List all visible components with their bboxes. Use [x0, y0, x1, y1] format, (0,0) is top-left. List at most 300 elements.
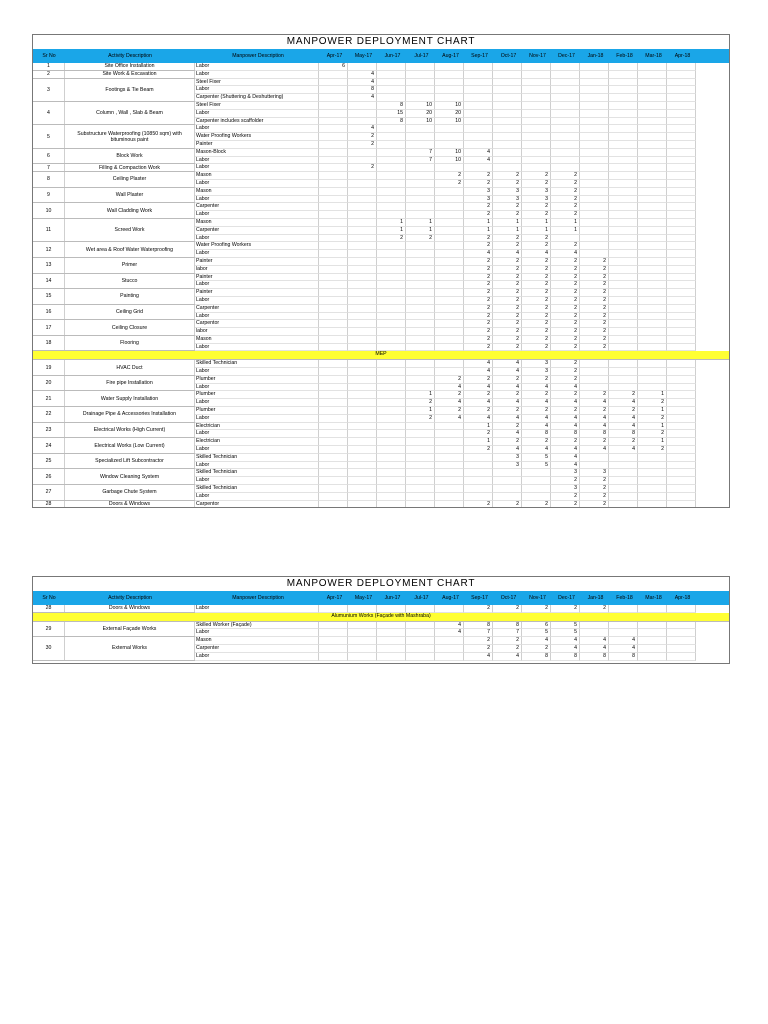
- month-value: 2: [464, 637, 493, 645]
- month-value: [667, 493, 696, 501]
- manpower-description: Labor: [195, 629, 319, 637]
- month-value: 2: [609, 391, 638, 399]
- month-value: [464, 485, 493, 493]
- month-value: [667, 438, 696, 446]
- month-value: [435, 242, 464, 250]
- month-value: [348, 289, 377, 297]
- sr-no: 18: [33, 336, 65, 351]
- month-value: [580, 94, 609, 102]
- manpower-description: Labor: [195, 653, 319, 661]
- month-value: [667, 423, 696, 431]
- month-value: [638, 125, 667, 133]
- month-value: [348, 438, 377, 446]
- month-value: 2: [551, 344, 580, 352]
- month-value: [667, 71, 696, 79]
- month-value: [580, 622, 609, 630]
- month-value: [609, 493, 638, 501]
- month-value: [406, 430, 435, 438]
- month-value: [522, 63, 551, 71]
- table-row: [195, 415, 729, 423]
- manpower-description: Labor: [195, 110, 319, 118]
- month-value: [522, 86, 551, 94]
- month-value: [667, 407, 696, 415]
- sr-no: 2: [33, 71, 65, 78]
- activity-group: [33, 376, 729, 392]
- month-value: [377, 125, 406, 133]
- month-value: 6: [319, 63, 348, 71]
- manpower-rows: [195, 336, 729, 352]
- month-value: 2: [493, 274, 522, 282]
- month-value: 2: [493, 172, 522, 180]
- month-value: 2: [609, 438, 638, 446]
- month-value: [406, 637, 435, 645]
- table-row: [195, 430, 729, 438]
- month-value: [435, 266, 464, 274]
- month-value: [406, 196, 435, 204]
- month-value: 8: [551, 653, 580, 661]
- header-month: Aug-17: [442, 53, 459, 59]
- month-value: [377, 384, 406, 392]
- month-value: [464, 141, 493, 149]
- month-value: 4: [435, 629, 464, 637]
- header-month: Sep-17: [471, 595, 488, 601]
- month-value: [493, 141, 522, 149]
- month-value: [493, 133, 522, 141]
- activity-group: [33, 164, 729, 172]
- month-value: [406, 289, 435, 297]
- month-value: [580, 203, 609, 211]
- month-value: [638, 102, 667, 110]
- month-value: [377, 266, 406, 274]
- month-value: 8: [522, 653, 551, 661]
- month-value: [406, 63, 435, 71]
- month-value: 4: [551, 384, 580, 392]
- activity-cell: [33, 149, 195, 165]
- month-value: 2: [464, 391, 493, 399]
- month-value: 2: [551, 188, 580, 196]
- table-row: [195, 258, 729, 266]
- month-value: 2: [493, 297, 522, 305]
- month-value: [609, 227, 638, 235]
- month-value: 4: [493, 250, 522, 258]
- table-row: [195, 281, 729, 289]
- month-value: [435, 637, 464, 645]
- activity-cell: [33, 391, 195, 407]
- month-value: [638, 86, 667, 94]
- header-month: Dec-17: [558, 595, 575, 601]
- month-value: [667, 344, 696, 352]
- sr-no: 20: [33, 376, 65, 391]
- month-value: 5: [522, 462, 551, 470]
- month-value: 20: [435, 110, 464, 118]
- activity-group: [33, 188, 729, 204]
- manpower-rows: [195, 149, 729, 165]
- month-value: [435, 430, 464, 438]
- month-value: 4: [348, 94, 377, 102]
- activity-description: Substructure Waterproofing (10850 sqm) with bituminous paint: [65, 125, 195, 147]
- table-row: [195, 477, 729, 485]
- month-value: [551, 79, 580, 87]
- manpower-description: Labor: [195, 313, 319, 321]
- sr-no: 14: [33, 274, 65, 289]
- month-value: 4: [493, 399, 522, 407]
- manpower-description: Carpenter: [195, 305, 319, 313]
- month-value: [580, 172, 609, 180]
- table-row: [195, 164, 729, 172]
- month-value: [319, 180, 348, 188]
- manpower-description: Labor: [195, 157, 319, 165]
- manpower-rows: [195, 485, 729, 501]
- month-value: 1: [464, 423, 493, 431]
- month-value: [609, 164, 638, 172]
- month-value: [609, 125, 638, 133]
- month-value: [464, 133, 493, 141]
- month-value: [580, 250, 609, 258]
- header-month: Apr-18: [674, 595, 691, 601]
- sr-no: 4: [33, 102, 65, 124]
- month-value: 8: [377, 118, 406, 126]
- month-value: [638, 313, 667, 321]
- month-value: [638, 376, 667, 384]
- month-value: 2: [493, 645, 522, 653]
- month-value: [319, 454, 348, 462]
- header-month: Jul-17: [414, 595, 429, 601]
- sr-no: 7: [33, 164, 65, 171]
- month-value: [609, 368, 638, 376]
- month-value: [638, 227, 667, 235]
- month-value: [377, 336, 406, 344]
- month-value: [667, 653, 696, 661]
- month-value: [609, 274, 638, 282]
- activity-cell: [33, 320, 195, 336]
- activity-cell: [33, 469, 195, 485]
- manpower-description: Labor: [195, 297, 319, 305]
- month-value: [406, 164, 435, 172]
- month-value: 4: [551, 462, 580, 470]
- month-value: [609, 211, 638, 219]
- activity-cell: [33, 622, 195, 638]
- month-value: [638, 462, 667, 470]
- month-value: 2: [580, 336, 609, 344]
- month-value: 4: [464, 384, 493, 392]
- month-value: 7: [406, 157, 435, 165]
- month-value: 3: [464, 188, 493, 196]
- month-value: [580, 180, 609, 188]
- month-value: 4: [580, 637, 609, 645]
- month-value: [638, 79, 667, 87]
- month-value: [464, 94, 493, 102]
- header-month: Apr-17: [326, 595, 343, 601]
- month-value: [609, 118, 638, 126]
- activity-cell: [33, 605, 195, 613]
- table-row: [195, 110, 729, 118]
- month-value: [435, 219, 464, 227]
- month-value: 4: [551, 399, 580, 407]
- month-value: [406, 188, 435, 196]
- month-value: [464, 477, 493, 485]
- month-value: [464, 462, 493, 470]
- month-value: [580, 235, 609, 243]
- activity-description: Wall Cladding Work: [65, 203, 195, 218]
- month-value: [435, 485, 464, 493]
- month-value: [580, 79, 609, 87]
- month-value: 2: [464, 344, 493, 352]
- month-value: [319, 376, 348, 384]
- month-value: [319, 438, 348, 446]
- month-value: 5: [551, 629, 580, 637]
- month-value: [667, 622, 696, 630]
- month-value: 1: [377, 227, 406, 235]
- month-value: [319, 71, 348, 79]
- section-header: Alumunium Works (Façade with Mashraba): [33, 613, 729, 622]
- month-value: [493, 71, 522, 79]
- table-row: [195, 376, 729, 384]
- activity-description: Site Work & Excavation: [65, 71, 195, 78]
- month-value: [406, 281, 435, 289]
- month-value: 4: [464, 157, 493, 165]
- month-value: 2: [435, 180, 464, 188]
- month-value: [435, 133, 464, 141]
- month-value: [580, 462, 609, 470]
- manpower-description: Plumber: [195, 376, 319, 384]
- table-row: [195, 438, 729, 446]
- month-value: [551, 94, 580, 102]
- table-row: [195, 469, 729, 477]
- month-value: 4: [609, 637, 638, 645]
- month-value: 2: [493, 391, 522, 399]
- month-value: [319, 407, 348, 415]
- month-value: [493, 63, 522, 71]
- month-value: [348, 219, 377, 227]
- month-value: [435, 645, 464, 653]
- sr-no: 1: [33, 63, 65, 70]
- month-value: [319, 391, 348, 399]
- month-value: [406, 485, 435, 493]
- manpower-description: Labor: [195, 493, 319, 501]
- month-value: [609, 305, 638, 313]
- month-value: [377, 328, 406, 336]
- activity-description: Flooring: [65, 336, 195, 351]
- month-value: [377, 454, 406, 462]
- month-value: [435, 336, 464, 344]
- month-value: 2: [522, 344, 551, 352]
- month-value: [609, 462, 638, 470]
- month-value: [522, 469, 551, 477]
- month-value: [580, 384, 609, 392]
- month-value: [609, 172, 638, 180]
- month-value: [406, 629, 435, 637]
- month-value: [609, 360, 638, 368]
- month-value: [319, 605, 348, 613]
- month-value: [667, 235, 696, 243]
- month-value: 2: [406, 235, 435, 243]
- month-value: [609, 629, 638, 637]
- month-value: 2: [522, 305, 551, 313]
- month-value: 2: [464, 320, 493, 328]
- month-value: [348, 266, 377, 274]
- month-value: 2: [551, 289, 580, 297]
- manpower-description: Carpenter (Shuttering & Deshuttering): [195, 94, 319, 102]
- month-value: [348, 102, 377, 110]
- month-value: [377, 415, 406, 423]
- activity-description: Stucco: [65, 274, 195, 289]
- month-value: 4: [522, 415, 551, 423]
- month-value: [319, 384, 348, 392]
- activity-group: [33, 71, 729, 79]
- table-row: [195, 399, 729, 407]
- month-value: [522, 477, 551, 485]
- month-value: [609, 133, 638, 141]
- month-value: [435, 141, 464, 149]
- month-value: 2: [493, 423, 522, 431]
- manpower-description: Labor: [195, 344, 319, 352]
- activity-group: [33, 454, 729, 470]
- month-value: 2: [580, 320, 609, 328]
- activity-description: Water Supply Installation: [65, 391, 195, 406]
- month-value: [406, 250, 435, 258]
- month-value: [377, 141, 406, 149]
- month-value: 4: [435, 384, 464, 392]
- month-value: 2: [493, 211, 522, 219]
- activity-cell: [33, 79, 195, 102]
- month-value: 2: [406, 415, 435, 423]
- activity-group: [33, 305, 729, 321]
- manpower-rows: [195, 219, 729, 242]
- activity-cell: [33, 407, 195, 423]
- month-value: 2: [580, 407, 609, 415]
- month-value: 2: [522, 605, 551, 613]
- month-value: 2: [580, 305, 609, 313]
- month-value: [377, 645, 406, 653]
- month-value: 2: [551, 368, 580, 376]
- month-value: [348, 376, 377, 384]
- month-value: [609, 242, 638, 250]
- activity-group: [33, 79, 729, 102]
- month-value: [319, 219, 348, 227]
- manpower-sheet-1: [32, 34, 730, 508]
- activity-description: Filling & Compaction Work: [65, 164, 195, 171]
- month-value: [348, 196, 377, 204]
- month-value: 2: [348, 133, 377, 141]
- month-value: [609, 281, 638, 289]
- table-row: [195, 188, 729, 196]
- month-value: 8: [580, 653, 609, 661]
- month-value: [377, 188, 406, 196]
- activity-cell: [33, 219, 195, 242]
- table-row: [195, 501, 729, 508]
- month-value: 2: [551, 203, 580, 211]
- month-value: [609, 196, 638, 204]
- month-value: 2: [580, 501, 609, 508]
- activity-description: Doors & Windows: [65, 501, 195, 508]
- activity-cell: [33, 423, 195, 439]
- month-value: [580, 86, 609, 94]
- month-value: [377, 157, 406, 165]
- month-value: 2: [551, 172, 580, 180]
- month-value: [348, 454, 377, 462]
- table-row: [195, 219, 729, 227]
- month-value: 1: [638, 423, 667, 431]
- manpower-rows: [195, 63, 729, 71]
- table-row: [195, 637, 729, 645]
- month-value: [319, 501, 348, 508]
- month-value: [377, 477, 406, 485]
- month-value: [319, 125, 348, 133]
- manpower-rows: [195, 274, 729, 290]
- month-value: [377, 344, 406, 352]
- month-value: 4: [522, 399, 551, 407]
- month-value: [638, 71, 667, 79]
- month-value: [406, 336, 435, 344]
- sr-no: 26: [33, 469, 65, 484]
- month-value: 2: [551, 477, 580, 485]
- month-value: [638, 258, 667, 266]
- month-value: [406, 344, 435, 352]
- manpower-description: Labor: [195, 477, 319, 485]
- table-row: [195, 118, 729, 126]
- table-row: [195, 462, 729, 470]
- month-value: 2: [493, 344, 522, 352]
- table-row: [195, 289, 729, 297]
- month-value: [435, 313, 464, 321]
- manpower-rows: [195, 391, 729, 407]
- activity-cell: [33, 242, 195, 258]
- month-value: [348, 391, 377, 399]
- month-value: [667, 645, 696, 653]
- month-value: [551, 164, 580, 172]
- manpower-description: Painter: [195, 274, 319, 282]
- month-value: 4: [580, 415, 609, 423]
- month-value: 3: [551, 485, 580, 493]
- manpower-rows: [195, 305, 729, 321]
- month-value: [377, 203, 406, 211]
- month-value: 2: [464, 376, 493, 384]
- month-value: [406, 423, 435, 431]
- sr-no: 30: [33, 637, 65, 659]
- manpower-description: Labor: [195, 368, 319, 376]
- month-value: 2: [493, 320, 522, 328]
- month-value: [435, 274, 464, 282]
- month-value: 2: [464, 407, 493, 415]
- month-value: 4: [551, 423, 580, 431]
- header-month: May-17: [354, 595, 373, 601]
- header-sr-no: Sr No: [42, 595, 56, 601]
- month-value: [522, 118, 551, 126]
- month-value: [319, 305, 348, 313]
- table-row: [195, 86, 729, 94]
- month-value: [609, 384, 638, 392]
- month-value: 4: [580, 399, 609, 407]
- month-value: [435, 71, 464, 79]
- header-activity: Activity Description: [108, 595, 152, 601]
- month-value: [377, 180, 406, 188]
- activity-group: [33, 438, 729, 454]
- month-value: [406, 469, 435, 477]
- month-value: [406, 454, 435, 462]
- sr-no: 17: [33, 320, 65, 335]
- month-value: [406, 79, 435, 87]
- month-value: [638, 235, 667, 243]
- month-value: 4: [522, 250, 551, 258]
- month-value: 20: [406, 110, 435, 118]
- activity-group: [33, 485, 729, 501]
- month-value: 2: [493, 376, 522, 384]
- month-value: [406, 313, 435, 321]
- month-value: 4: [609, 446, 638, 454]
- activity-cell: [33, 637, 195, 660]
- month-value: [609, 605, 638, 613]
- month-value: [435, 289, 464, 297]
